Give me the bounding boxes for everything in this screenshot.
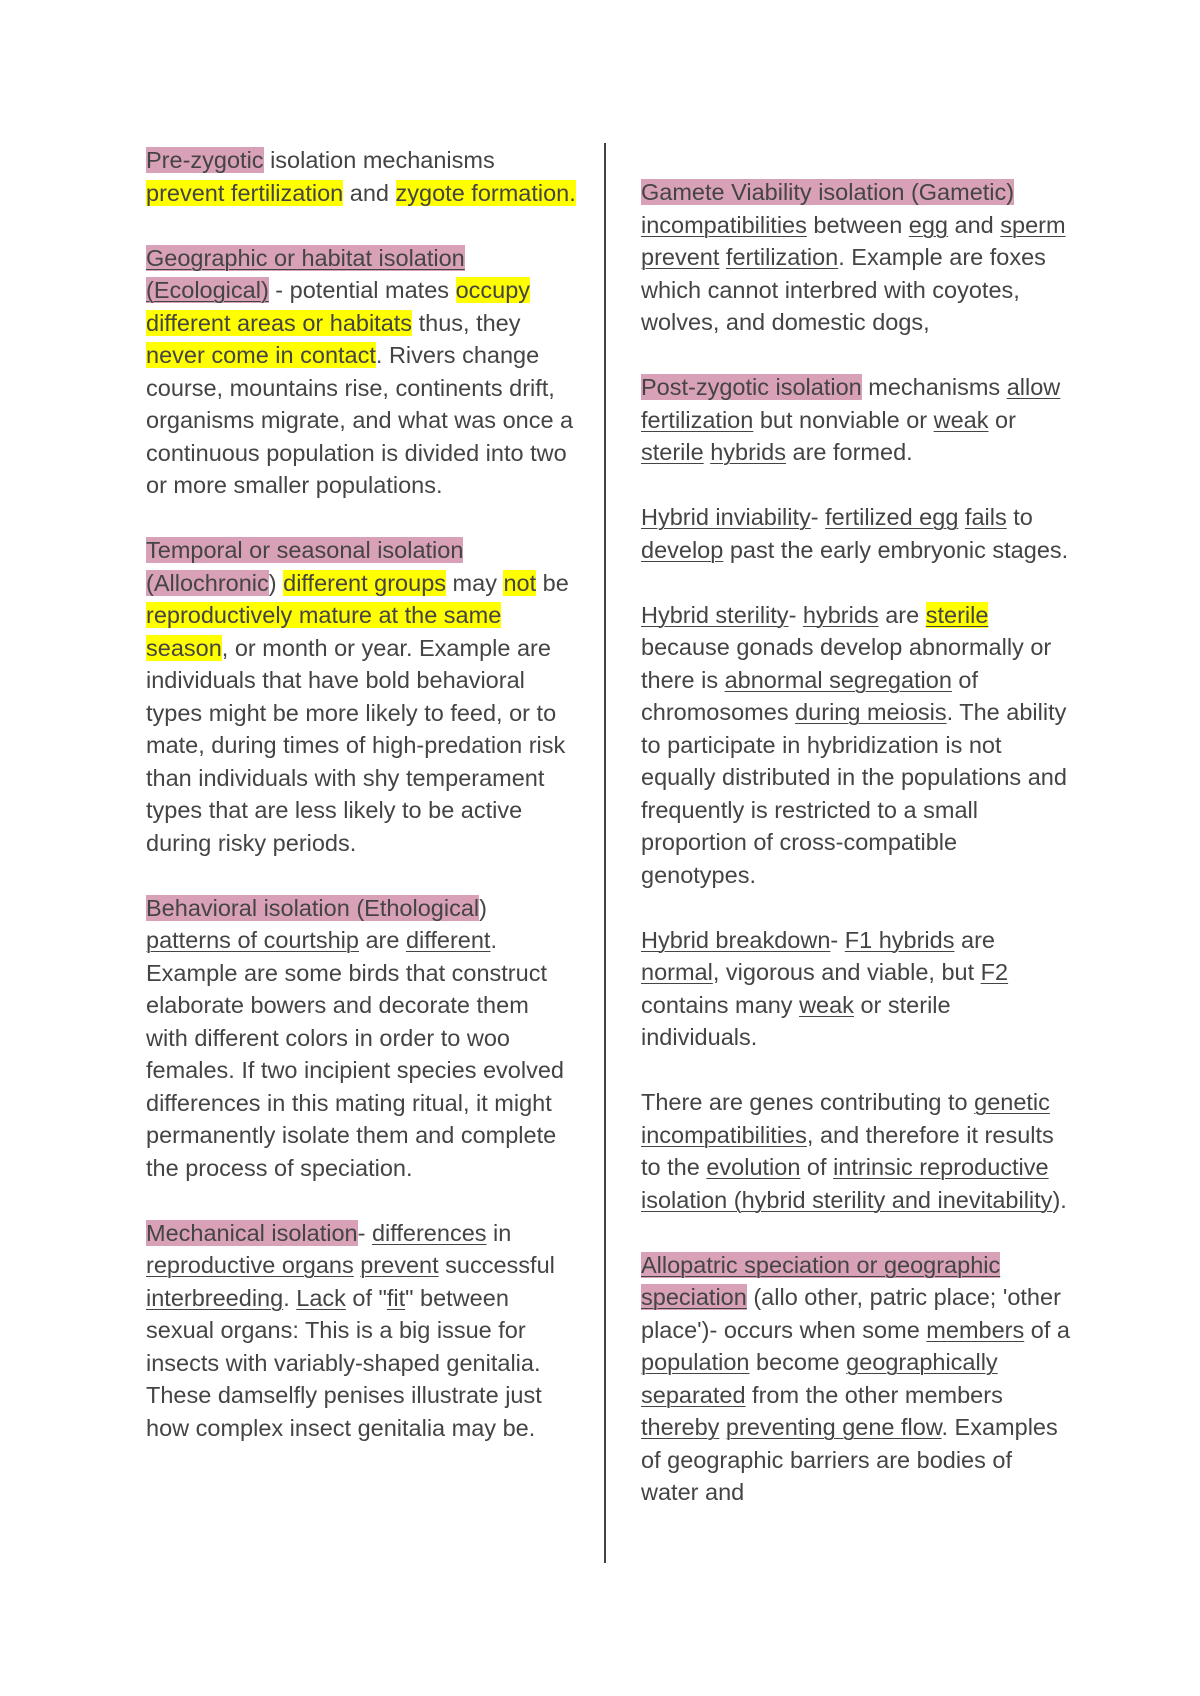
underlined-text: differences — [371, 1219, 487, 1246]
highlighted-text: prevent fertilization — [146, 179, 344, 206]
postzygotic-intro-paragraph — [641, 371, 1071, 469]
highlighted-heading: Behavioral isolation (Ethological — [146, 894, 480, 921]
underlined-text: abnormal segregation — [724, 666, 952, 693]
body-text: become — [749, 1349, 847, 1375]
hybrid-breakdown-paragraph — [641, 924, 1071, 1054]
body-text: , or month or year. Example are individuals that have bold behavioral types might be more likely to feed, or to mate, during times of high-predation risk than individuals with shy temperament types that are less likely to be active during risky periods. — [146, 634, 566, 856]
gametic-isolation-paragraph — [641, 176, 1071, 339]
body-text: ) — [479, 894, 487, 921]
underlined-text: F1 hybrids — [844, 926, 955, 953]
underlined-text: prevent — [360, 1252, 439, 1278]
underlined-text: sperm — [1000, 211, 1066, 238]
left-column — [146, 144, 576, 1477]
body-text: are — [358, 927, 406, 953]
body-text: . Examples of geographic barriers are bodies of water and — [641, 1414, 1058, 1505]
underlined-text: F2 — [980, 959, 1009, 985]
body-text: . Rivers change course, mountains rise, continents drift, organisms migrate, and what was once a continuous population is divided into two or more smaller populations. — [146, 342, 574, 498]
underlined-text: patterns of courtship — [146, 927, 359, 953]
underlined-text: normal — [641, 959, 713, 985]
underlined-text: geographically separated — [641, 1349, 998, 1408]
genes-paragraph-paragraph — [641, 1086, 1071, 1216]
body-text: (allo other, patric place; 'other place')- occurs when some — [641, 1284, 1061, 1343]
highlighted-heading: Gamete Viability isolation (Gametic) — [641, 179, 1015, 205]
underlined-text: during meiosis — [795, 699, 947, 725]
body-text: in — [486, 1219, 512, 1246]
body-text: of chromosomes — [641, 666, 979, 725]
highlighted-heading: Geographic or habitat isolation (Ecological) — [146, 244, 465, 303]
underlined-text: interbreeding — [146, 1284, 284, 1311]
highlighted-text: occupy different areas or habitats — [146, 277, 531, 336]
body-text: thus, they — [412, 309, 521, 336]
body-text: contains many — [641, 991, 800, 1018]
body-text: " between sexual organs: This is a big issue for insects with variably-shaped genitalia. These damselfly penises illustrate just how complex insect genitalia may be. — [146, 1284, 542, 1441]
underlined-text: genetic incompatibilities — [641, 1089, 1050, 1148]
highlighted-heading: Mechanical isolation — [146, 1219, 358, 1246]
body-text: to — [1006, 504, 1033, 530]
underlined-text: fit — [386, 1284, 406, 1311]
body-text: are — [878, 601, 926, 628]
body-text: - — [810, 504, 826, 530]
underlined-text: prevent — [641, 244, 720, 270]
underlined-text: hybrids — [710, 439, 786, 465]
body-text: mechanisms — [861, 374, 1007, 400]
behavioral-isolation-paragraph — [146, 892, 576, 1185]
body-text: of — [800, 1154, 834, 1180]
underlined-text: thereby — [641, 1414, 720, 1440]
body-text: . Example are some birds that construct elaborate bowers and decorate them with different colors in order to woo females. If two incipient species evolved differences in this mating ritual, it might permanently isolate them and complete the process of speciation. — [146, 927, 564, 1181]
underlined-text: weak — [933, 406, 989, 433]
underlined-text: intrinsic reproductive isolation (hybrid sterility and inevitability — [641, 1154, 1053, 1213]
body-text: isolation mechanisms — [263, 147, 495, 173]
underlined-text: hybrids — [802, 601, 879, 628]
body-text: . — [283, 1284, 297, 1311]
body-text: ). — [1052, 1186, 1067, 1213]
underlined-text: Lack — [296, 1284, 346, 1311]
body-text: - — [830, 926, 845, 953]
body-text: be — [536, 569, 569, 596]
highlighted-heading: Temporal or seasonal isolation (Allochronic — [146, 537, 464, 596]
highlighted-heading: Allopatric speciation or geographic speciation — [641, 1251, 1001, 1310]
body-text: , vigorous and viable, but — [712, 959, 981, 985]
highlighted-text: never come in contact — [146, 342, 376, 368]
highlighted-text: different groups — [283, 569, 447, 596]
body-text: from the other members — [745, 1381, 1003, 1408]
body-text: are formed. — [785, 439, 913, 465]
underlined-text: fertilization — [641, 406, 754, 433]
body-text: - — [357, 1219, 372, 1246]
body-text: past the early embryonic stages. — [723, 536, 1069, 563]
highlighted-text: zygote formation. — [395, 179, 576, 206]
column-divider — [604, 143, 606, 1563]
underlined-text: fertilized egg — [825, 504, 959, 530]
body-text: - potential mates — [268, 277, 456, 303]
body-text: There are genes contributing to — [641, 1089, 975, 1115]
underlined-text: weak — [799, 991, 854, 1018]
body-text: successful — [438, 1252, 555, 1278]
body-text: . Example are foxes which cannot interbred with coyotes, wolves, and domestic dogs, — [641, 244, 1046, 335]
temporal-isolation-paragraph — [146, 534, 576, 859]
body-text: or sterile individuals. — [641, 991, 951, 1050]
mechanical-isolation-paragraph — [146, 1217, 576, 1445]
hybrid-inviability-paragraph — [641, 501, 1071, 566]
hybrid-sterility-paragraph — [641, 599, 1071, 892]
body-text: between — [806, 211, 909, 238]
underlined-text: Hybrid breakdown — [641, 926, 831, 953]
highlighted-heading: Post-zygotic isolation — [641, 374, 862, 400]
body-text: or — [988, 406, 1016, 433]
highlighted-text: not — [503, 569, 537, 596]
underlined-text: members — [926, 1316, 1025, 1343]
body-text: may — [446, 569, 504, 596]
underlined-text: evolution — [706, 1154, 801, 1180]
underlined-text: incompatibilities — [641, 211, 807, 238]
underlined-text: Hybrid inviability — [641, 504, 811, 530]
underlined-text: sterile — [641, 439, 704, 465]
geographic-isolation-paragraph — [146, 242, 576, 502]
underlined-text: different — [405, 927, 491, 953]
body-text: ) — [268, 569, 284, 596]
body-text: because gonads develop abnormally or there is — [641, 634, 1052, 693]
highlighted-text: sterile — [925, 601, 989, 628]
body-text: are — [954, 926, 995, 953]
underlined-text: develop — [641, 536, 724, 563]
right-column — [641, 176, 1071, 1541]
body-text: and — [343, 179, 396, 206]
underlined-text: allow — [1006, 374, 1061, 400]
body-text: , and therefore it results to the — [641, 1121, 1054, 1180]
body-text: of a — [1024, 1316, 1070, 1343]
underlined-text: reproductive organs — [146, 1252, 354, 1278]
allopatric-speciation-paragraph — [641, 1249, 1071, 1509]
body-text: - — [788, 601, 803, 628]
highlighted-text: reproductively mature at the same season — [146, 602, 502, 661]
underlined-text: egg — [908, 211, 949, 238]
prezygotic-intro-paragraph — [146, 144, 576, 209]
body-text: of " — [345, 1284, 387, 1311]
underlined-text: preventing gene flow — [725, 1414, 942, 1440]
underlined-text: Hybrid sterility — [641, 601, 789, 628]
highlighted-heading: Pre-zygotic — [146, 147, 264, 173]
body-text: but nonviable or — [753, 406, 934, 433]
underlined-text: population — [641, 1349, 750, 1375]
body-text: . The ability to participate in hybridization is not equally distributed in the populations and frequently is restricted to a small proportion of cross-compatible genotypes. — [641, 699, 1067, 888]
underlined-text: fails — [964, 504, 1007, 530]
body-text: and — [948, 211, 1001, 238]
underlined-text: fertilization — [725, 244, 839, 270]
